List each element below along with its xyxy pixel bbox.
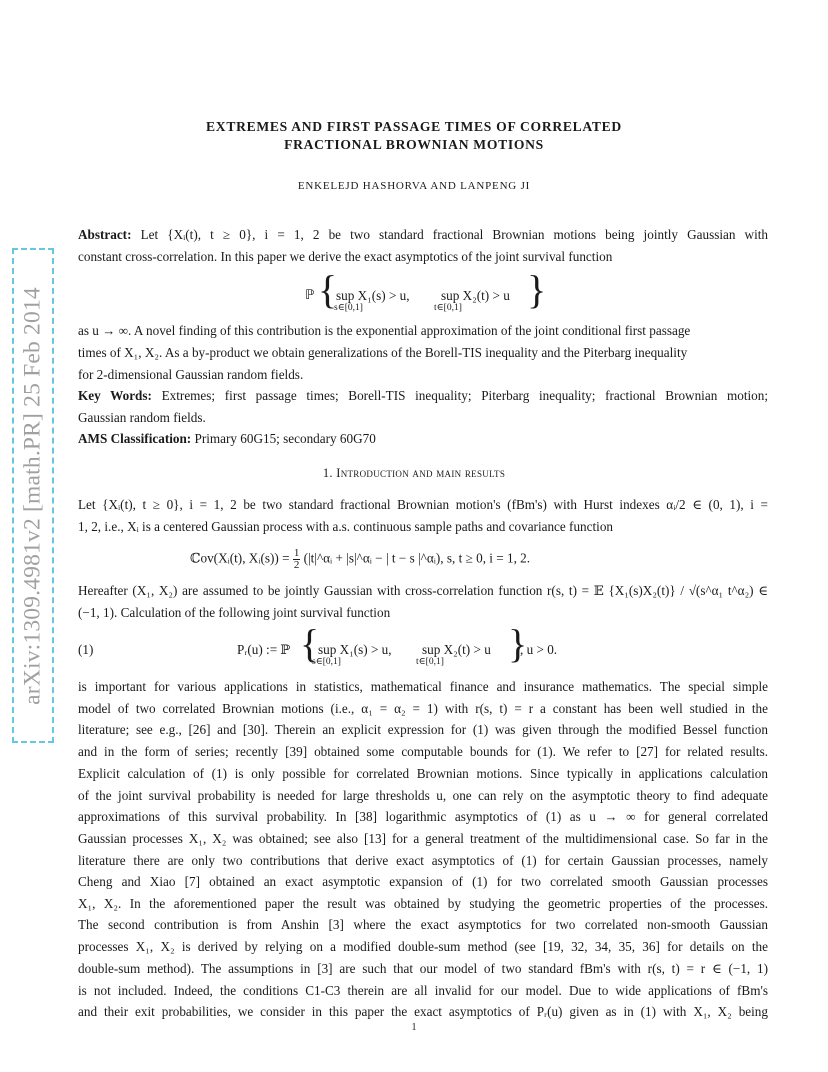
ams-text: Primary 60G15; secondary 60G70	[194, 431, 376, 446]
brace-right: }	[527, 267, 547, 312]
sup-term-2: sup X₂(t) > u	[441, 288, 510, 303]
eq1-sup-term-2: sup X₂(t) > u	[422, 642, 491, 657]
paper-title-line1: EXTREMES AND FIRST PASSAGE TIMES OF CORRELATED	[206, 119, 622, 134]
body-line: model of two correlated Brownian motions (i.e., α₁ = α₂ = 1) with r(s, t) = r a constant has been well studied in the	[78, 701, 768, 716]
abstract-line: constant cross-correlation. In this paper we derive the exact asymptotics of the joint survival function	[78, 249, 613, 264]
body-line: and their exit probabilities, we consider in this paper the exact asymptotics of Pᵣ(u) given as in (1) with X₁, X₂ being	[78, 1004, 768, 1019]
body-line: Cheng and Xiao [7] obtained an exact asymptotic expansion of (1) for two correlated smooth Gaussian processes	[78, 874, 768, 889]
keywords-line	[78, 387, 768, 405]
abstract-line: for 2-dimensional Gaussian random fields.	[78, 367, 304, 382]
eq1-sup-term-1: sup X₁(s) > u,	[318, 642, 392, 657]
body-line: of the joint survival probability is needed for large thresholds u, one can rely on the asymptotic theory to find adequate	[78, 788, 768, 803]
sup-sub-1: s∈[0,1]	[334, 303, 363, 313]
abstract-text: Let {Xᵢ(t), t ≥ 0}, i = 1, 2 be two standard fractional Brownian motions being jointly Gaussian with	[140, 227, 768, 242]
section-heading	[0, 466, 828, 481]
body-line: Gaussian processes X₁, X₂ was obtained; see also [13] for a general treatment of the multidimensional case. So far in the	[78, 831, 768, 846]
covariance-equation	[190, 548, 530, 571]
eq1-tail: , u > 0.	[520, 642, 558, 657]
abstract-line	[78, 226, 768, 244]
page-number: 1	[411, 1022, 417, 1033]
brace-left: {	[318, 267, 338, 312]
intro-line: (−1, 1). Calculation of the following joint survival function	[78, 605, 391, 620]
abstract-line: as u → ∞. A novel finding of this contribution is the exponential approximation of the joint conditional first passage	[78, 323, 691, 338]
body-line: Explicit calculation of (1) is only possible for correlated Brownian motions. Since typically in applications calculation	[78, 766, 768, 781]
body-line: X₁, X₂. In the aforementioned paper the result was obtained by studying the geometric properties of the processes.	[78, 896, 768, 911]
section-title: Introduction and main results	[336, 466, 506, 480]
brace-right: }	[508, 621, 528, 666]
body-line: is not included. Indeed, the conditions C1-C3 therein are all invalid for our model. Due to wide applications of fBm's	[78, 983, 768, 998]
abstract-label: Abstract:	[78, 227, 132, 242]
cov-half-denominator: 2	[293, 559, 300, 571]
arxiv-identifier: arXiv:1309.4981v2 [math.PR] 25 Feb 2014	[19, 286, 46, 705]
cov-half	[293, 548, 301, 571]
eq1-lhs: Pᵣ(u) := ℙ	[237, 642, 291, 657]
paper-title-line2: FRACTIONAL BROWNIAN MOTIONS	[284, 137, 544, 152]
intro-line: Let {Xᵢ(t), t ≥ 0}, i = 1, 2 be two standard fractional Brownian motion's (fBm's) with Hurst indexes αᵢ/2 ∈ (0, 1), i =	[78, 497, 768, 512]
body-line: and in the form of series; recently [39] obtained some computable bounds for (1). We refer to [27] for related results.	[78, 744, 768, 759]
cov-lhs: ℂov(Xᵢ(t), Xᵢ(s)) =	[190, 550, 290, 566]
keywords-label: Key Words:	[78, 388, 152, 403]
authors: ENKELEJD HASHORVA AND LANPENG JI	[297, 180, 531, 192]
cov-half-numerator: 1	[293, 547, 300, 559]
abstract-line: times of X₁, X₂. As a by-product we obtain generalizations of the Borell-TIS inequality and the Piterbarg inequality	[78, 345, 688, 360]
section-number: 1.	[322, 466, 333, 480]
body-line: double-sum method). The assumptions in [3] are such that our model of two standard fBm's with r(s, t) = r ∈ (−1, 1)	[78, 961, 768, 976]
arxiv-stamp	[12, 248, 54, 743]
body-line: processes X₁, X₂ is derived by relying on a modified double-sum method (see [19, 32, 34, 35, 36] for details on the	[78, 939, 768, 954]
body-line: is important for various applications in statistics, mathematical finance and insurance mathematics. The special simple	[78, 679, 768, 694]
prob-symbol: ℙ	[305, 288, 315, 303]
keywords-line: Gaussian random fields.	[78, 410, 206, 425]
eq1-sup-sub-2: t∈[0,1]	[416, 657, 444, 667]
sup-term-1: sup X₁(s) > u,	[336, 288, 410, 303]
ams-classification	[78, 430, 768, 448]
body-line: approximations of this survival probability. In [38] logarithmic asymptotics of (1) as u → ∞ for general correlated	[78, 809, 768, 824]
intro-line: 1, 2, i.e., Xᵢ is a centered Gaussian process with a.s. continuous sample paths and covariance function	[78, 519, 614, 534]
cov-rhs: (|t|^αᵢ + |s|^αᵢ − | t − s |^αᵢ), s, t ≥ 0, i = 1, 2.	[303, 550, 531, 566]
ams-label: AMS Classification:	[78, 431, 192, 446]
keywords-text: Extremes; first passage times; Borell-TIS inequality; Piterbarg inequality; fractional Brownian motion;	[161, 388, 768, 403]
brace-left: {	[300, 621, 320, 666]
intro-line: Hereafter (X₁, X₂) are assumed to be jointly Gaussian with cross-correlation function r(s, t) = 𝔼 {X₁(s)X₂(t)} / √(s^α₁ t^α₂) ∈	[78, 583, 768, 598]
body-line: literature there are only two contributions that derive exact asymptotics of (1) for certain Gaussian processes, namely	[78, 853, 768, 868]
sup-sub-2: t∈[0,1]	[434, 303, 462, 313]
equation-number: (1)	[78, 642, 94, 657]
body-line: literature; see e.g., [26] and [30]. Therein an explicit expression for (1) was given through the modified Bessel function	[78, 722, 768, 737]
eq1-sup-sub-1: s∈[0,1]	[312, 657, 341, 667]
body-line: The second contribution is from Anshin [3] where the exact asymptotics for two correlated non-smooth Gaussian	[78, 917, 768, 932]
